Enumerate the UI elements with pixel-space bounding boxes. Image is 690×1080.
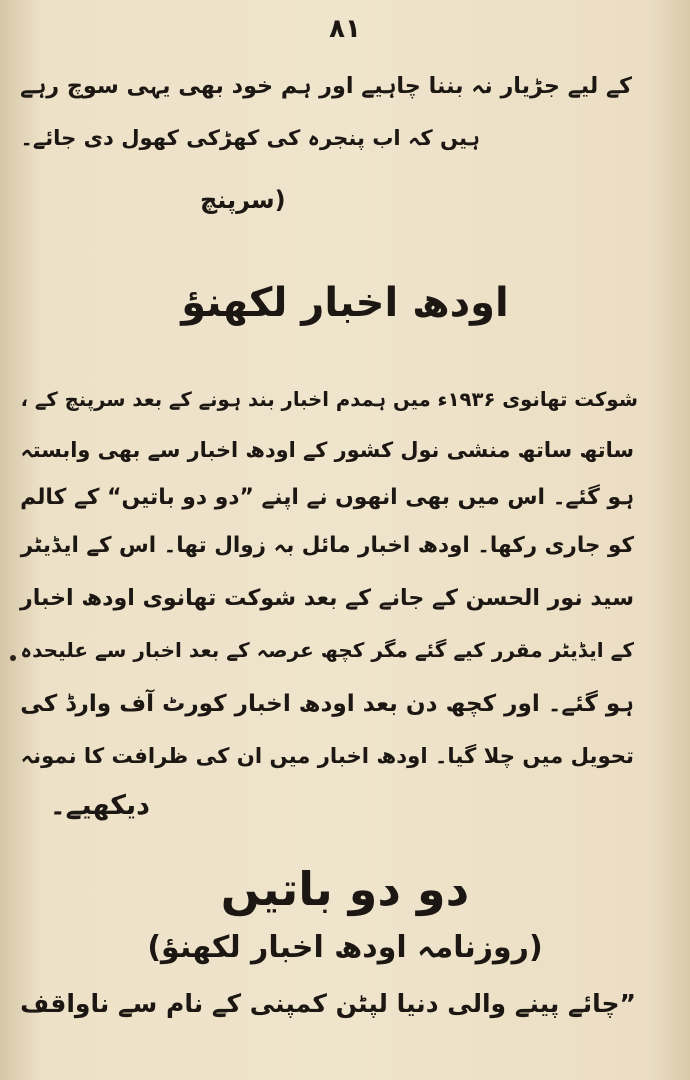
paragraph-line: کو جاری رکھا۔ اودھ اخبار مائل بہ زوال تھا۔ اس کے ایڈیٹر — [20, 533, 634, 558]
paragraph-line: شوکت تھانوی ۱۹۳۶ء میں ہمدم اخبار بند ہونے کے بعد سرپنچ کے ، — [20, 388, 638, 411]
paragraph-line: ہو گئے۔ اور کچھ دن بعد اودھ اخبار کورٹ آف وارڈ کی — [20, 691, 634, 717]
paragraph-line: تحویل میں چلا گیا۔ اودھ اخبار میں ان کی ظرافت کا نمونہ — [20, 743, 634, 768]
paragraph-line: ہو گئے۔ اس میں بھی انھوں نے اپنے ”دو دو باتیں“ کے کالم — [20, 485, 634, 510]
section-subheading: (روزنامہ اودھ اخبار لکھنؤ) — [147, 930, 543, 965]
intro-line-2: ہیں کہ اب پنجرہ کی کھڑکی کھول دی جائے۔ — [20, 125, 480, 150]
intro-line-1: کے لیے جڑیار نہ بننا چاہیے اور ہم خود بھی یہی سوچ رہے — [20, 73, 632, 99]
section-heading-awadh-akhbar: اودھ اخبار لکھنؤ — [181, 280, 509, 326]
section2-line: ”چائے پینے والی دنیا لپٹن کمپنی کے نام سے ناواقف — [20, 989, 636, 1018]
paragraph-line: کے ایڈیٹر مقرر کیے گئے مگر کچھ عرصہ کے بعد اخبار سے علیحدہ — [20, 638, 634, 662]
paragraph-line: ساتھ ساتھ منشی نول کشور کے اودھ اخبار سے بھی وابستہ — [20, 438, 634, 462]
ink-dot — [10, 655, 16, 661]
page-number: ۸۱ — [329, 14, 361, 44]
paragraph-line: دیکھیے۔ — [49, 790, 150, 821]
signature: (سرپنچ — [200, 186, 286, 214]
paragraph-line: سید نور الحسن کے جانے کے بعد شوکت تھانوی اودھ اخبار — [19, 585, 634, 611]
section-heading-do-do-baaten: دو دو باتیں — [220, 862, 470, 916]
